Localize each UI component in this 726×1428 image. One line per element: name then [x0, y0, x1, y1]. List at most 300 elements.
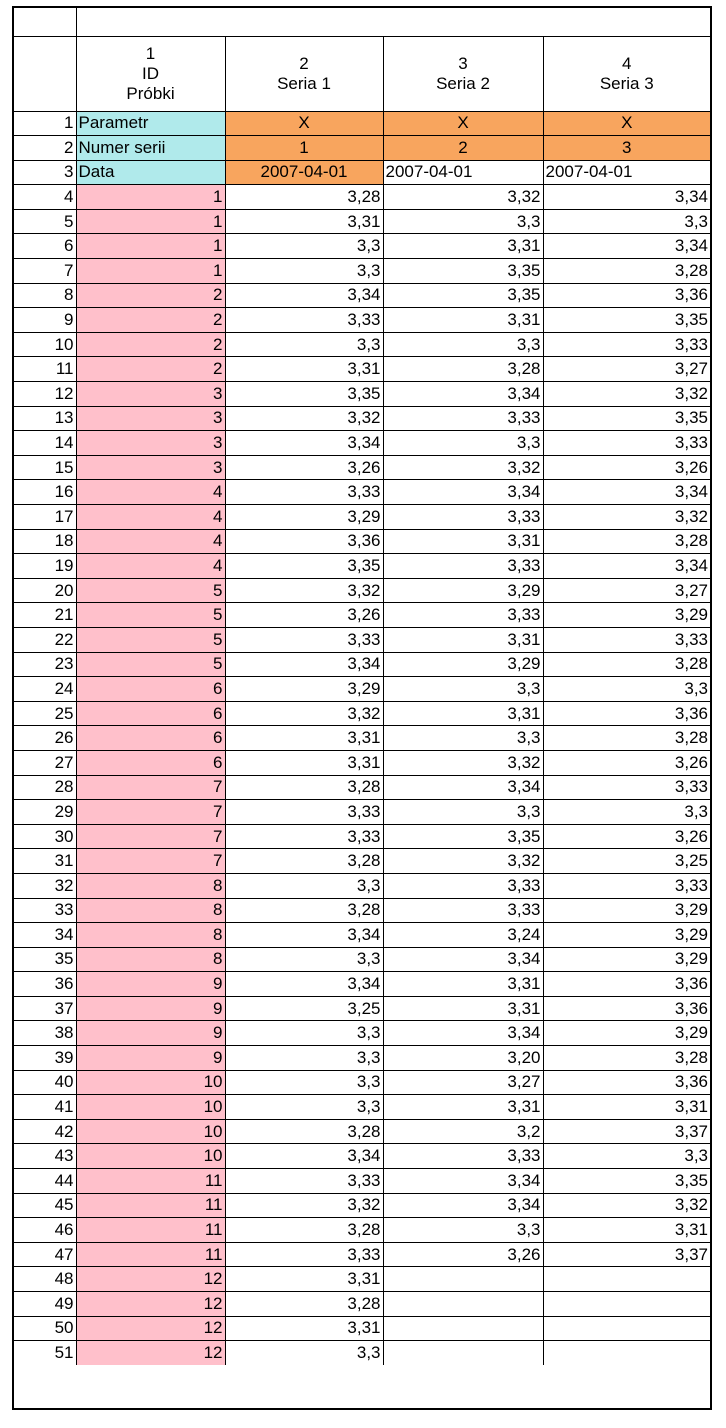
table-row — [14, 1119, 710, 1144]
seria-1-cell[interactable]: 3,3 — [225, 234, 383, 259]
value-cell[interactable]: X — [383, 111, 543, 136]
sample-id-cell[interactable]: 10 — [76, 1070, 225, 1095]
seria-2-cell[interactable]: 3,32 — [383, 849, 543, 874]
seria-1-cell[interactable]: 3,34 — [225, 923, 383, 948]
seria-3-cell[interactable]: 3,33 — [543, 431, 710, 456]
sample-id-cell[interactable]: 2 — [76, 332, 225, 357]
seria-3-cell[interactable]: 3,28 — [543, 726, 710, 751]
row-number: 30 — [14, 824, 76, 849]
header-seria-2[interactable] — [383, 36, 543, 111]
seria-2-cell[interactable]: 3,31 — [383, 529, 543, 554]
seria-1-cell[interactable]: 3,3 — [225, 873, 383, 898]
row-number: 25 — [14, 701, 76, 726]
meta-row-data — [14, 160, 710, 185]
seria-3-cell[interactable]: 3,27 — [543, 578, 710, 603]
seria-3-cell[interactable]: 3,36 — [543, 283, 710, 308]
sample-id-cell[interactable]: 1 — [76, 259, 225, 284]
seria-2-cell[interactable]: 3,33 — [383, 603, 543, 628]
row-number: 3 — [14, 160, 76, 185]
sample-id-cell[interactable]: 11 — [76, 1193, 225, 1218]
spreadsheet — [12, 6, 712, 1410]
seria-3-cell[interactable]: 3,3 — [543, 800, 710, 825]
table-row — [14, 382, 710, 407]
sample-id-cell[interactable]: 9 — [76, 1046, 225, 1071]
table-row — [14, 923, 710, 948]
seria-1-cell[interactable]: 3,31 — [225, 726, 383, 751]
row-number: 40 — [14, 1070, 76, 1095]
sample-id-cell[interactable]: 12 — [76, 1292, 225, 1317]
seria-2-cell[interactable]: 3,3 — [383, 800, 543, 825]
seria-2-cell[interactable]: 3,2 — [383, 1119, 543, 1144]
row-number: 39 — [14, 1046, 76, 1071]
data-table — [14, 8, 710, 1365]
row-number: 13 — [14, 406, 76, 431]
seria-3-cell[interactable]: 3,37 — [543, 1119, 710, 1144]
seria-1-cell[interactable]: 3,28 — [225, 1292, 383, 1317]
seria-2-cell[interactable] — [383, 1316, 543, 1341]
table-row — [14, 775, 710, 800]
seria-1-cell[interactable]: 3,28 — [225, 849, 383, 874]
sample-id-cell[interactable]: 8 — [76, 923, 225, 948]
sample-id-cell[interactable]: 2 — [76, 308, 225, 333]
sample-id-cell[interactable]: 8 — [76, 873, 225, 898]
seria-1-cell[interactable]: 3,33 — [225, 308, 383, 333]
seria-2-cell[interactable]: 3,33 — [383, 406, 543, 431]
sample-id-cell[interactable]: 7 — [76, 800, 225, 825]
sample-id-cell[interactable]: 5 — [76, 578, 225, 603]
seria-3-cell[interactable]: 3,33 — [543, 873, 710, 898]
seria-1-cell[interactable]: 3,33 — [225, 1169, 383, 1194]
table-row — [14, 1046, 710, 1071]
header-col1-num: 1 — [145, 43, 156, 63]
sample-id-cell[interactable]: 7 — [76, 824, 225, 849]
table-row — [14, 1070, 710, 1095]
sample-id-cell[interactable]: 9 — [76, 972, 225, 997]
seria-1-cell[interactable]: 3,32 — [225, 406, 383, 431]
value-cell[interactable]: X — [543, 111, 710, 136]
seria-2-cell[interactable]: 3,34 — [383, 947, 543, 972]
seria-3-cell[interactable]: 3,26 — [543, 824, 710, 849]
seria-1-cell[interactable]: 3,26 — [225, 603, 383, 628]
seria-2-cell[interactable]: 3,3 — [383, 332, 543, 357]
seria-3-cell[interactable]: 3,37 — [543, 1242, 710, 1267]
sample-id-cell[interactable]: 10 — [76, 1144, 225, 1169]
table-row — [14, 947, 710, 972]
seria-3-cell[interactable]: 3,35 — [543, 308, 710, 333]
sample-id-cell[interactable]: 2 — [76, 357, 225, 382]
seria-3-cell[interactable]: 3,34 — [543, 554, 710, 579]
seria-2-cell[interactable]: 3,3 — [383, 677, 543, 702]
seria-1-cell[interactable]: 3,28 — [225, 775, 383, 800]
seria-3-cell[interactable]: 3,33 — [543, 332, 710, 357]
seria-3-cell[interactable]: 3,26 — [543, 750, 710, 775]
sample-id-cell[interactable]: 7 — [76, 849, 225, 874]
row-number: 18 — [14, 529, 76, 554]
sample-id-cell[interactable]: 6 — [76, 750, 225, 775]
sample-id-cell[interactable]: 3 — [76, 455, 225, 480]
table-row — [14, 1169, 710, 1194]
sample-id-cell[interactable]: 11 — [76, 1242, 225, 1267]
sample-id-cell[interactable]: 11 — [76, 1218, 225, 1243]
seria-2-cell[interactable]: 3,24 — [383, 923, 543, 948]
seria-1-cell[interactable]: 3,3 — [225, 332, 383, 357]
row-number: 34 — [14, 923, 76, 948]
seria-2-cell[interactable]: 3,20 — [383, 1046, 543, 1071]
table-row — [14, 800, 710, 825]
sample-id-cell[interactable]: 5 — [76, 603, 225, 628]
seria-1-cell[interactable]: 3,33 — [225, 627, 383, 652]
seria-3-cell[interactable]: 3,28 — [543, 1046, 710, 1071]
seria-3-cell[interactable]: 3,34 — [543, 480, 710, 505]
seria-2-cell[interactable] — [383, 1267, 543, 1292]
seria-1-cell[interactable]: 3,3 — [225, 259, 383, 284]
seria-2-cell[interactable]: 3,3 — [383, 726, 543, 751]
label-cell[interactable]: Data — [76, 160, 225, 185]
table-row — [14, 1267, 710, 1292]
sample-id-cell[interactable]: 9 — [76, 1021, 225, 1046]
sample-id-cell[interactable]: 9 — [76, 996, 225, 1021]
sample-id-cell[interactable]: 1 — [76, 185, 225, 210]
seria-2-cell[interactable]: 3,26 — [383, 1242, 543, 1267]
seria-2-cell[interactable]: 3,34 — [383, 1021, 543, 1046]
row-number: 4 — [14, 185, 76, 210]
seria-3-cell[interactable]: 3,29 — [543, 1021, 710, 1046]
seria-2-cell[interactable]: 3,33 — [383, 554, 543, 579]
sample-id-cell[interactable]: 6 — [76, 701, 225, 726]
seria-3-cell[interactable]: 3,33 — [543, 775, 710, 800]
seria-2-cell[interactable]: 3,3 — [383, 1218, 543, 1243]
header-col4-line1: Seria 3 — [599, 73, 654, 93]
row-number: 8 — [14, 283, 76, 308]
row-number: 47 — [14, 1242, 76, 1267]
seria-2-cell[interactable]: 3,34 — [383, 775, 543, 800]
label-cell[interactable]: Parametr — [76, 111, 225, 136]
sample-id-cell[interactable]: 3 — [76, 431, 225, 456]
sample-id-cell[interactable]: 5 — [76, 652, 225, 677]
table-row — [14, 505, 710, 530]
seria-3-cell[interactable]: 3,28 — [543, 529, 710, 554]
table-row — [14, 1242, 710, 1267]
table-row — [14, 972, 710, 997]
seria-1-cell[interactable]: 3,36 — [225, 529, 383, 554]
seria-1-cell[interactable]: 3,28 — [225, 898, 383, 923]
row-number: 27 — [14, 750, 76, 775]
row-number: 15 — [14, 455, 76, 480]
row-number: 9 — [14, 308, 76, 333]
seria-2-cell[interactable] — [383, 1341, 543, 1366]
sample-id-cell[interactable]: 8 — [76, 898, 225, 923]
table-row — [14, 332, 710, 357]
seria-2-cell[interactable]: 3,34 — [383, 1169, 543, 1194]
row-number: 22 — [14, 627, 76, 652]
sample-id-cell[interactable]: 3 — [76, 406, 225, 431]
table-row — [14, 750, 710, 775]
seria-1-cell[interactable]: 3,33 — [225, 800, 383, 825]
row-number: 32 — [14, 873, 76, 898]
corner-cell — [14, 8, 76, 36]
seria-3-cell[interactable]: 3,33 — [543, 627, 710, 652]
seria-2-cell[interactable]: 3,34 — [383, 382, 543, 407]
table-row — [14, 1341, 710, 1366]
seria-2-cell[interactable]: 3,32 — [383, 750, 543, 775]
header-col2-line1: Seria 1 — [277, 73, 331, 93]
header-id-probki[interactable] — [76, 36, 225, 111]
seria-3-cell[interactable] — [543, 1316, 710, 1341]
sample-id-cell[interactable]: 6 — [76, 677, 225, 702]
seria-3-cell[interactable]: 3,29 — [543, 947, 710, 972]
row-number: 31 — [14, 849, 76, 874]
seria-1-cell[interactable]: 3,3 — [225, 1070, 383, 1095]
table-row — [14, 726, 710, 751]
header-seria-1[interactable] — [225, 36, 383, 111]
header-col3-line1: Seria 2 — [436, 73, 490, 93]
seria-3-cell[interactable]: 3,31 — [543, 1095, 710, 1120]
seria-2-cell[interactable]: 3,34 — [383, 480, 543, 505]
row-number: 51 — [14, 1341, 76, 1366]
seria-1-cell[interactable]: 3,28 — [225, 185, 383, 210]
table-row — [14, 259, 710, 284]
row-number: 35 — [14, 947, 76, 972]
seria-2-cell[interactable]: 3,34 — [383, 1193, 543, 1218]
seria-2-cell[interactable]: 3,31 — [383, 996, 543, 1021]
header-col4-num: 4 — [622, 53, 632, 73]
seria-3-cell[interactable]: 3,32 — [543, 382, 710, 407]
table-row — [14, 529, 710, 554]
sample-id-cell[interactable]: 1 — [76, 209, 225, 234]
seria-3-cell[interactable]: 3,29 — [543, 603, 710, 628]
row-number: 2 — [14, 136, 76, 161]
seria-1-cell[interactable]: 3,29 — [225, 505, 383, 530]
sample-id-cell[interactable]: 1 — [76, 234, 225, 259]
seria-3-cell[interactable]: 3,36 — [543, 996, 710, 1021]
sample-id-cell[interactable]: 12 — [76, 1341, 225, 1366]
seria-2-cell[interactable]: 3,29 — [383, 652, 543, 677]
seria-2-cell[interactable]: 3,31 — [383, 627, 543, 652]
row-number: 24 — [14, 677, 76, 702]
seria-1-cell[interactable]: 3,32 — [225, 701, 383, 726]
seria-1-cell[interactable]: 3,3 — [225, 1095, 383, 1120]
header-seria-3[interactable] — [543, 36, 710, 111]
seria-2-cell[interactable]: 3,32 — [383, 455, 543, 480]
table-row — [14, 652, 710, 677]
row-number: 6 — [14, 234, 76, 259]
seria-1-cell[interactable]: 3,31 — [225, 1316, 383, 1341]
sample-id-cell[interactable]: 3 — [76, 382, 225, 407]
seria-2-cell[interactable]: 3,35 — [383, 824, 543, 849]
sample-id-cell[interactable]: 8 — [76, 947, 225, 972]
seria-2-cell[interactable]: 3,28 — [383, 357, 543, 382]
seria-2-cell[interactable]: 3,33 — [383, 505, 543, 530]
seria-2-cell[interactable]: 3,33 — [383, 873, 543, 898]
row-number: 46 — [14, 1218, 76, 1243]
table-row — [14, 849, 710, 874]
table-row — [14, 1316, 710, 1341]
seria-3-cell[interactable]: 3,35 — [543, 1169, 710, 1194]
date-cell[interactable]: 2007-04-01 — [383, 160, 543, 185]
seria-1-cell[interactable]: 3,34 — [225, 431, 383, 456]
seria-2-cell[interactable]: 3,3 — [383, 431, 543, 456]
seria-3-cell[interactable]: 3,36 — [543, 972, 710, 997]
row-number: 26 — [14, 726, 76, 751]
row-number: 38 — [14, 1021, 76, 1046]
sample-id-cell[interactable]: 10 — [76, 1119, 225, 1144]
seria-3-cell[interactable]: 3,29 — [543, 898, 710, 923]
seria-3-cell[interactable]: 3,28 — [543, 652, 710, 677]
seria-2-cell[interactable]: 3,32 — [383, 185, 543, 210]
seria-1-cell[interactable]: 3,34 — [225, 972, 383, 997]
row-number: 49 — [14, 1292, 76, 1317]
value-cell[interactable]: 3 — [543, 136, 710, 161]
seria-1-cell[interactable]: 3,31 — [225, 209, 383, 234]
seria-3-cell[interactable]: 3,31 — [543, 1218, 710, 1243]
seria-2-cell[interactable]: 3,35 — [383, 283, 543, 308]
seria-1-cell[interactable]: 3,33 — [225, 480, 383, 505]
seria-1-cell[interactable]: 3,32 — [225, 1193, 383, 1218]
row-number: 7 — [14, 259, 76, 284]
seria-1-cell[interactable]: 3,34 — [225, 652, 383, 677]
seria-2-cell[interactable]: 3,29 — [383, 578, 543, 603]
table-row — [14, 627, 710, 652]
seria-3-cell[interactable]: 3,3 — [543, 1144, 710, 1169]
row-number: 20 — [14, 578, 76, 603]
seria-1-cell[interactable]: 3,25 — [225, 996, 383, 1021]
row-number: 10 — [14, 332, 76, 357]
seria-3-cell[interactable]: 3,25 — [543, 849, 710, 874]
seria-1-cell[interactable]: 3,33 — [225, 1242, 383, 1267]
seria-3-cell[interactable]: 3,34 — [543, 234, 710, 259]
seria-1-cell[interactable]: 3,3 — [225, 1021, 383, 1046]
seria-3-cell[interactable] — [543, 1267, 710, 1292]
sample-id-cell[interactable]: 6 — [76, 726, 225, 751]
seria-1-cell[interactable]: 3,31 — [225, 357, 383, 382]
table-row — [14, 1193, 710, 1218]
sample-id-cell[interactable]: 10 — [76, 1095, 225, 1120]
seria-3-cell[interactable]: 3,32 — [543, 1193, 710, 1218]
seria-3-cell[interactable]: 3,27 — [543, 357, 710, 382]
sample-id-cell[interactable]: 7 — [76, 775, 225, 800]
sample-id-cell[interactable]: 12 — [76, 1267, 225, 1292]
seria-1-cell[interactable]: 3,29 — [225, 677, 383, 702]
seria-1-cell[interactable]: 3,3 — [225, 1341, 383, 1366]
table-row — [14, 701, 710, 726]
table-row — [14, 1144, 710, 1169]
seria-1-cell[interactable]: 3,35 — [225, 554, 383, 579]
seria-2-cell[interactable]: 3,3 — [383, 209, 543, 234]
seria-1-cell[interactable]: 3,3 — [225, 947, 383, 972]
seria-2-cell[interactable]: 3,31 — [383, 972, 543, 997]
seria-2-cell[interactable]: 3,27 — [383, 1070, 543, 1095]
table-row — [14, 898, 710, 923]
sample-id-cell[interactable]: 12 — [76, 1316, 225, 1341]
value-cell[interactable]: 1 — [225, 136, 383, 161]
table-row — [14, 357, 710, 382]
table-row — [14, 406, 710, 431]
row-number-header — [14, 36, 76, 111]
row-number: 41 — [14, 1095, 76, 1120]
seria-2-cell[interactable]: 3,31 — [383, 1095, 543, 1120]
seria-2-cell[interactable]: 3,31 — [383, 234, 543, 259]
seria-1-cell[interactable]: 3,26 — [225, 455, 383, 480]
seria-3-cell[interactable]: 3,29 — [543, 923, 710, 948]
seria-1-cell[interactable]: 3,31 — [225, 750, 383, 775]
table-row — [14, 677, 710, 702]
table-row — [14, 455, 710, 480]
value-cell[interactable]: X — [225, 111, 383, 136]
row-number: 29 — [14, 800, 76, 825]
seria-2-cell[interactable]: 3,35 — [383, 259, 543, 284]
table-row — [14, 308, 710, 333]
sample-id-cell[interactable]: 11 — [76, 1169, 225, 1194]
row-number: 43 — [14, 1144, 76, 1169]
row-number: 44 — [14, 1169, 76, 1194]
seria-1-cell[interactable]: 3,28 — [225, 1119, 383, 1144]
seria-1-cell[interactable]: 3,31 — [225, 1267, 383, 1292]
row-number: 5 — [14, 209, 76, 234]
seria-3-cell[interactable] — [543, 1341, 710, 1366]
row-number: 28 — [14, 775, 76, 800]
row-number: 12 — [14, 382, 76, 407]
seria-1-cell[interactable]: 3,32 — [225, 578, 383, 603]
seria-3-cell[interactable]: 3,35 — [543, 406, 710, 431]
seria-1-cell[interactable]: 3,33 — [225, 824, 383, 849]
seria-1-cell[interactable]: 3,34 — [225, 1144, 383, 1169]
date-cell[interactable]: 2007-04-01 — [543, 160, 710, 185]
seria-1-cell[interactable]: 3,34 — [225, 283, 383, 308]
table-row — [14, 554, 710, 579]
seria-3-cell[interactable]: 3,28 — [543, 259, 710, 284]
sample-id-cell[interactable]: 4 — [76, 529, 225, 554]
seria-3-cell[interactable]: 3,3 — [543, 209, 710, 234]
table-row — [14, 1292, 710, 1317]
sample-id-cell[interactable]: 4 — [76, 554, 225, 579]
label-cell[interactable]: Numer serii — [76, 136, 225, 161]
sample-id-cell[interactable]: 2 — [76, 283, 225, 308]
header-col3-num: 3 — [458, 53, 468, 73]
seria-3-cell[interactable] — [543, 1292, 710, 1317]
seria-2-cell[interactable]: 3,33 — [383, 898, 543, 923]
seria-1-cell[interactable]: 3,35 — [225, 382, 383, 407]
seria-3-cell[interactable]: 3,36 — [543, 1070, 710, 1095]
table-row — [14, 1021, 710, 1046]
value-cell[interactable]: 2 — [383, 136, 543, 161]
row-number: 37 — [14, 996, 76, 1021]
date-cell[interactable]: 2007-04-01 — [225, 160, 383, 185]
seria-1-cell[interactable]: 3,3 — [225, 1046, 383, 1071]
table-row — [14, 873, 710, 898]
seria-2-cell[interactable]: 3,31 — [383, 308, 543, 333]
table-row — [14, 824, 710, 849]
sample-id-cell[interactable]: 4 — [76, 505, 225, 530]
seria-2-cell[interactable] — [383, 1292, 543, 1317]
row-number: 14 — [14, 431, 76, 456]
sample-id-cell[interactable]: 4 — [76, 480, 225, 505]
top-blank-cell — [76, 8, 710, 36]
seria-3-cell[interactable]: 3,36 — [543, 701, 710, 726]
row-number: 50 — [14, 1316, 76, 1341]
seria-3-cell[interactable]: 3,34 — [543, 185, 710, 210]
sample-id-cell[interactable]: 5 — [76, 627, 225, 652]
seria-2-cell[interactable]: 3,31 — [383, 701, 543, 726]
seria-3-cell[interactable]: 3,3 — [543, 677, 710, 702]
seria-2-cell[interactable]: 3,33 — [383, 1144, 543, 1169]
table-row — [14, 283, 710, 308]
seria-3-cell[interactable]: 3,26 — [543, 455, 710, 480]
row-number: 45 — [14, 1193, 76, 1218]
seria-3-cell[interactable]: 3,32 — [543, 505, 710, 530]
seria-1-cell[interactable]: 3,28 — [225, 1218, 383, 1243]
row-number: 1 — [14, 111, 76, 136]
row-number: 36 — [14, 972, 76, 997]
